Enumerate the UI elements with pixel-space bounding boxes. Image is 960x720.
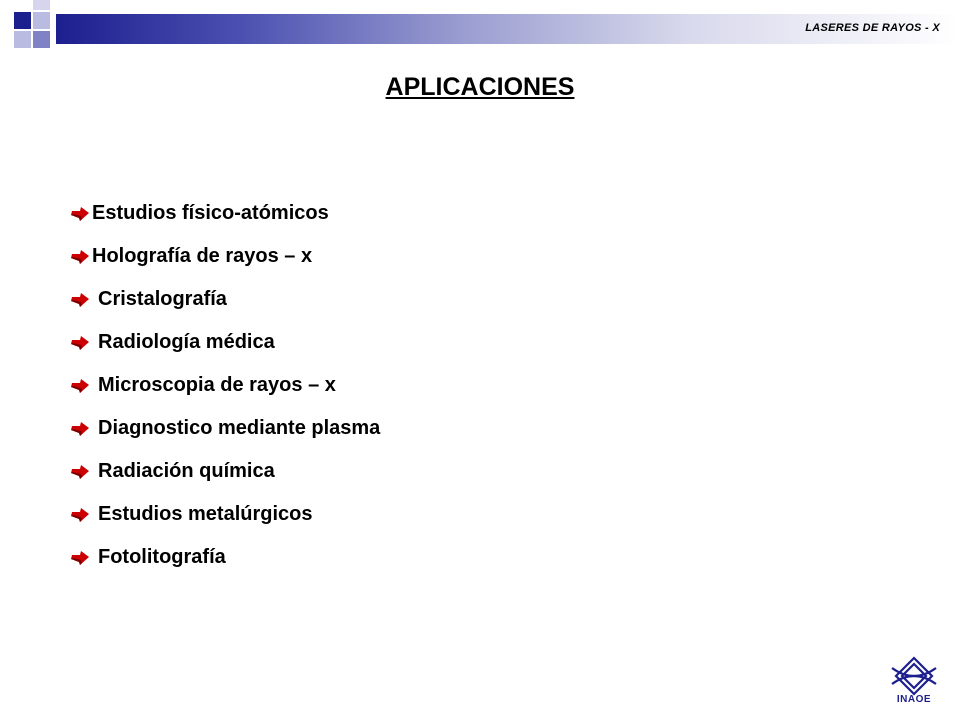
list-item: [70, 407, 380, 450]
list-item-label: Radiología médica: [98, 331, 275, 353]
list-item-label: Diagnostico mediante plasma: [98, 417, 381, 439]
list-item: [70, 536, 380, 579]
list-item: [70, 192, 380, 235]
inaoe-logo-graphic: [884, 654, 944, 698]
red-arrow-bullet-icon: [70, 249, 90, 265]
red-arrow-bullet-icon: [70, 507, 90, 523]
list-item-label: Radiación química: [98, 460, 275, 482]
logo-text: INAOE: [896, 694, 932, 705]
applications-list: [70, 192, 380, 579]
list-item: [70, 493, 380, 536]
red-arrow-bullet-icon: [70, 464, 90, 480]
deco-square-mid: [33, 31, 50, 48]
deco-square-light: [33, 0, 50, 10]
page-title: APLICACIONES: [385, 73, 575, 101]
red-arrow-bullet-icon: [70, 378, 90, 394]
list-item-label: Fotolitografía: [98, 546, 226, 568]
list-item: [70, 321, 380, 364]
list-item-label: Holografía de rayos – x: [92, 245, 313, 267]
red-arrow-bullet-icon: [70, 206, 90, 222]
list-item-label: Estudios metalúrgicos: [98, 503, 313, 525]
list-item-label: Estudios físico-atómicos: [92, 202, 329, 224]
list-item: [70, 450, 380, 493]
inaoe-logo-icon: [884, 654, 944, 710]
list-item-label: Microscopia de rayos – x: [98, 374, 336, 396]
red-arrow-bullet-icon: [70, 335, 90, 351]
header-decoration: [0, 0, 960, 60]
deco-square-light: [33, 12, 50, 29]
deco-square-navy: [14, 12, 31, 29]
deco-square-light: [14, 31, 31, 48]
list-item: [70, 364, 380, 407]
list-item: [70, 278, 380, 321]
list-item: [70, 235, 380, 278]
list-item-label: Cristalografía: [98, 288, 227, 310]
header-label: LASERES DE RAYOS - X: [805, 22, 940, 34]
red-arrow-bullet-icon: [70, 421, 90, 437]
red-arrow-bullet-icon: [70, 550, 90, 566]
red-arrow-bullet-icon: [70, 292, 90, 308]
